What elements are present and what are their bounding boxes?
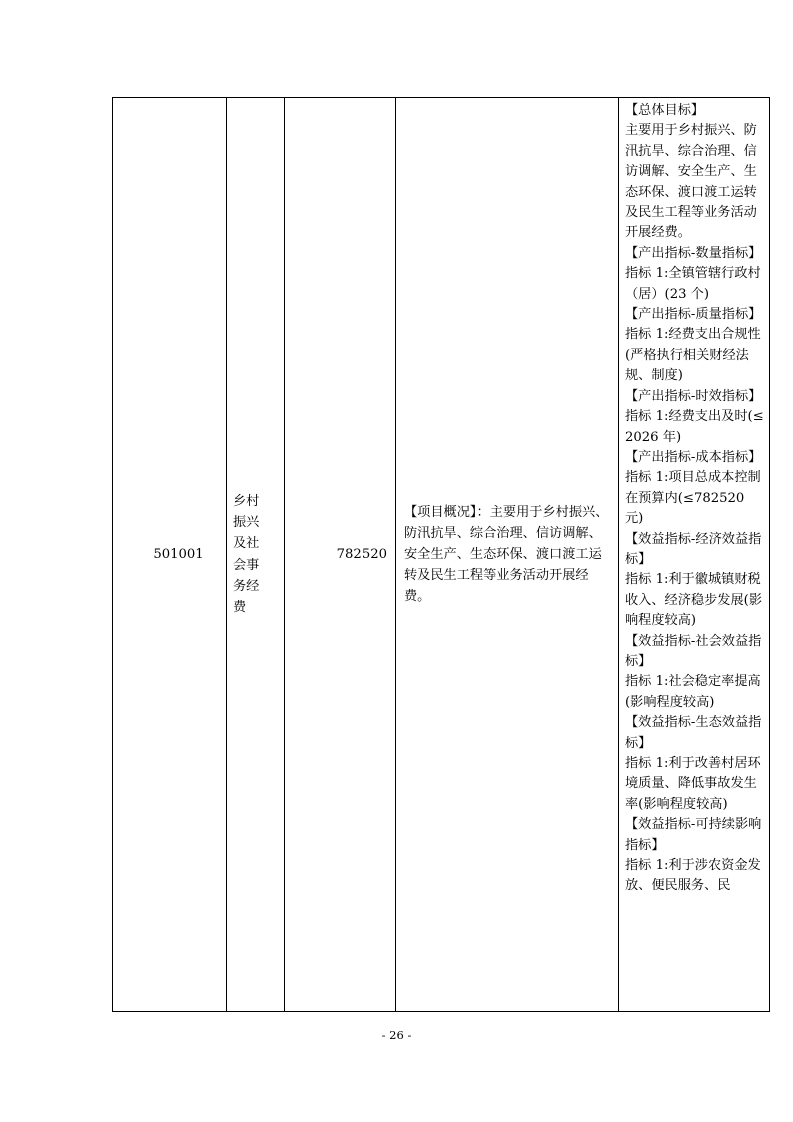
goal-line: 指标 1:利于改善村居环境质量、降低事故发生率(影响程度较高)	[625, 756, 761, 812]
performance-goals-list	[625, 101, 765, 897]
goal-line: 【总体目标】	[625, 103, 705, 118]
table-row	[113, 98, 770, 1012]
goal-line: 指标 1:利于涉农资金发放、便民服务、民	[625, 858, 761, 894]
goal-line: 【效益指标-社会效益指标】	[625, 633, 762, 669]
goal-line: 【产出指标-时效指标】	[625, 388, 762, 404]
goal-line: 【效益指标-生态效益指标】	[625, 715, 762, 751]
project-name-cell	[227, 98, 285, 1012]
budget-table	[112, 97, 770, 1012]
goal-line: 指标 1:全镇管辖行政村（居）(23 个)	[625, 266, 761, 302]
project-code: 501001	[153, 547, 204, 562]
goal-line: 指标 1:经费支出合规性(严格执行相关财经法规、制度)	[625, 327, 761, 384]
project-amount-cell	[285, 98, 396, 1012]
goal-line: 【效益指标-经济效益指标】	[625, 531, 762, 567]
goal-line: 【产出指标-质量指标】	[625, 307, 762, 323]
project-code-cell	[113, 98, 227, 1012]
project-overview-cell	[396, 98, 619, 1012]
performance-goals-cell	[619, 98, 770, 1012]
goal-line: 指标 1:经费支出及时(≤2026 年)	[625, 409, 764, 445]
project-name: 乡村振兴及社会事务经费	[233, 493, 260, 615]
goal-line: 【产出指标-成本指标】	[625, 449, 762, 465]
goal-line: 指标 1:社会稳定率提高(影响程度较高)	[625, 674, 761, 710]
goal-line: 主要用于乡村振兴、防汛抗旱、综合治理、信访调解、安全生产、生态环保、渡口渡工运转及民生工程等业务活动开展经费。	[625, 123, 757, 241]
project-amount: 782520	[336, 547, 387, 562]
goal-line: 【产出指标-数量指标】	[625, 245, 762, 261]
project-overview: 【项目概况】：主要用于乡村振兴、防汛抗旱、综合治理、信访调解、安全生产、生态环保、渡口渡工运转及民生工程等业务活动开展经费。	[404, 505, 609, 604]
goal-line: 指标 1:项目总成本控制在预算内(≤782520 元)	[625, 470, 761, 527]
goal-line: 指标 1:利于徽城镇财税收入、经济稳步发展(影响程度较高)	[625, 572, 763, 629]
goal-line: 【效益指标-可持续影响指标】	[625, 817, 762, 853]
page-number: - 26 -	[381, 1028, 412, 1042]
